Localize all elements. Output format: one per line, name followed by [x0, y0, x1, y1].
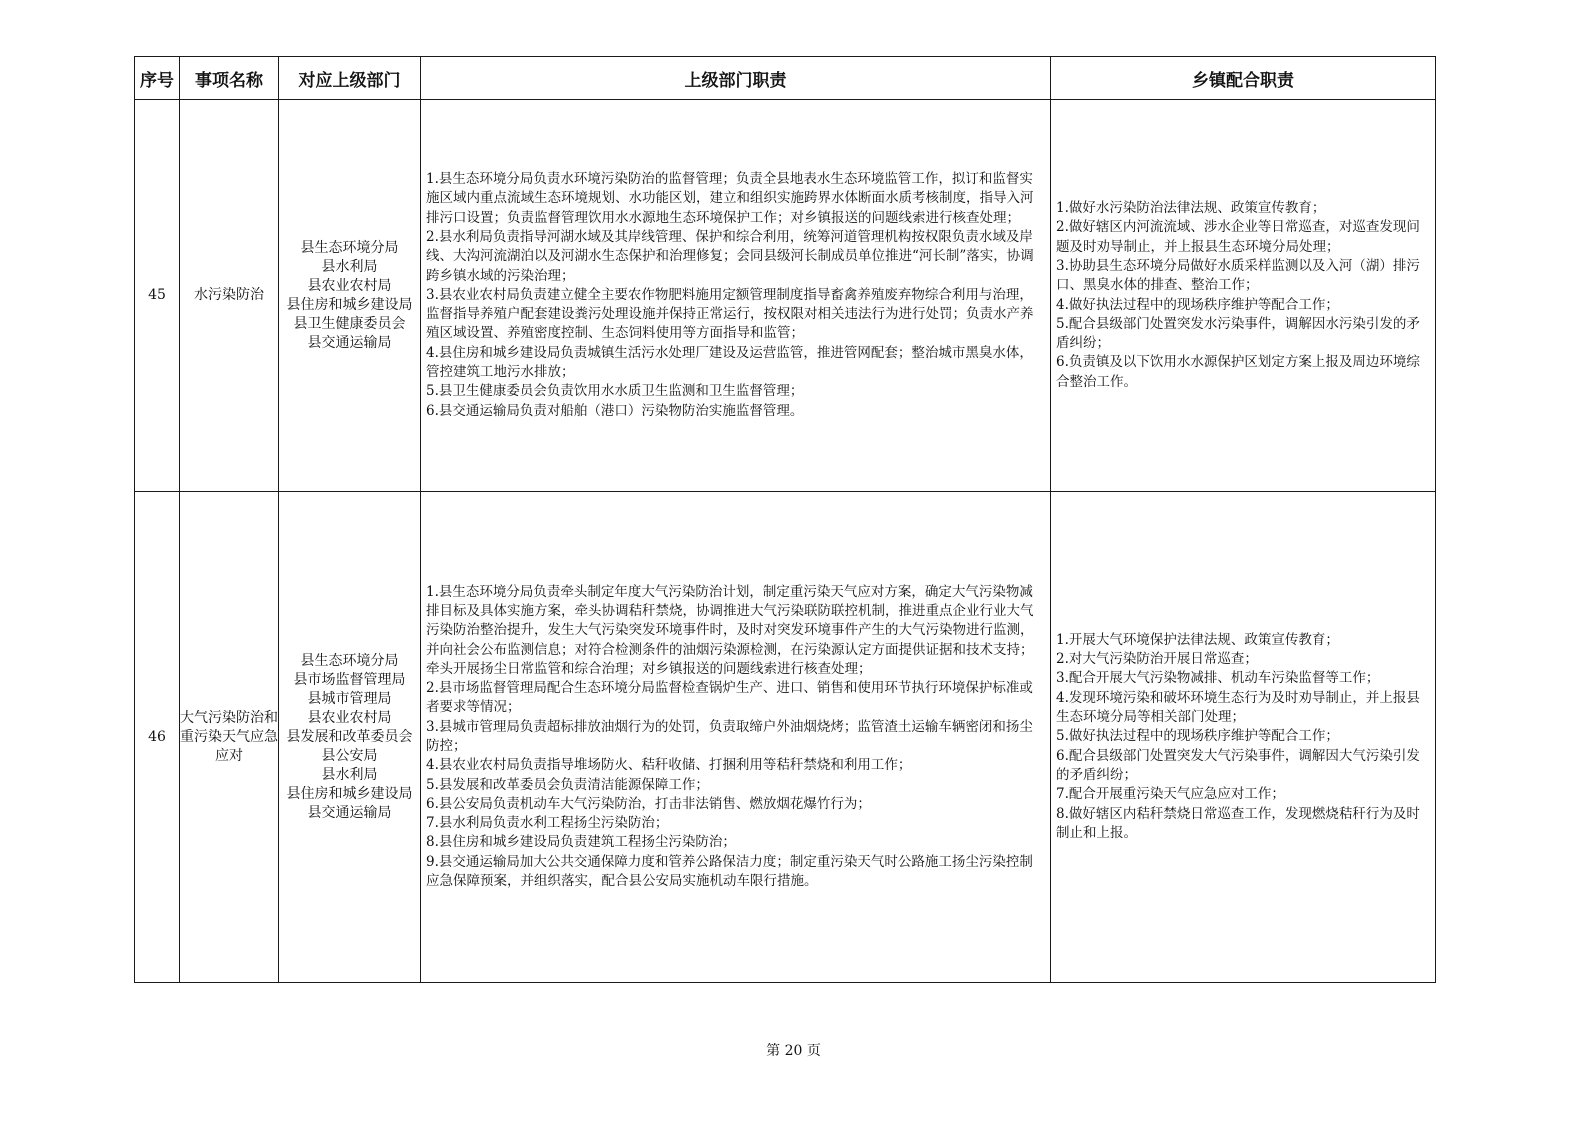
- department-item: 县生态环境分局: [300, 652, 399, 669]
- table-row: [135, 100, 1436, 492]
- township-duty-item: 3.协助县生态环境分局做好水质采样监测以及入河（湖）排污口、黑臭水体的排查、整治工作；: [1056, 257, 1420, 294]
- department-item: 县公安局: [321, 747, 378, 764]
- row-superior-duties: [421, 492, 1051, 983]
- superior-duty-item: 6.县交通运输局负责对船舶（港口）污染物防治实施监督管理。: [426, 402, 804, 419]
- department-item: 县城市管理局: [307, 690, 392, 707]
- department-item: 县农业农村局: [307, 277, 392, 294]
- row-item-name: 大气污染防治和重污染天气应急应对: [180, 492, 279, 983]
- township-duty-item: 1.做好水污染防治法律法规、政策宣传教育；: [1056, 200, 1326, 217]
- township-duty-item: 4.做好执法过程中的现场秩序维护等配合工作；: [1056, 296, 1339, 313]
- township-duty-item: 5.做好执法过程中的现场秩序维护等配合工作；: [1056, 728, 1339, 745]
- township-duty-item: 2.做好辖区内河流流域、涉水企业等日常巡查，对巡查发现问题及时劝导制止，并上报县生态环境分局处理；: [1056, 219, 1420, 255]
- superior-duty-item: 3.县农业农村局负责建立健全主要农作物肥料施用定额管理制度指导畜禽养殖废弃物综合利用与治理，监督指导养殖户配套建设粪污处理设施并保持正常运行，按权限对相关违法行为进行处罚；负责水产养殖区域设置、养殖密度控制、生态饲料使用等方面指导和监管；: [426, 286, 1034, 342]
- superior-duty-item: 7.县水利局负责水利工程扬尘污染防治；: [426, 815, 669, 832]
- row-item-name: 水污染防治: [180, 100, 279, 492]
- header-superior-duties: 上级部门职责: [421, 57, 1051, 100]
- township-duty-item: 6.负责镇及以下饮用水水源保护区划定方案上报及周边环境综合整治工作。: [1056, 354, 1420, 390]
- row-superior-duties: [421, 100, 1051, 492]
- township-duty-item: 2.对大气污染防治开展日常巡查；: [1056, 651, 1258, 668]
- superior-duty-item: 9.县交通运输局加大公共交通保障力度和管养公路保洁力度；制定重污染天气时公路施工扬尘污染控制应急保障预案，并组织落实，配合县公安局实施机动车限行措施。: [426, 853, 1033, 890]
- duty-table: [134, 56, 1436, 983]
- department-item: 县住房和城乡建设局: [286, 785, 413, 802]
- page-number: 第 20 页: [766, 1043, 821, 1059]
- department-item: 县卫生健康委员会: [293, 315, 406, 332]
- department-item: 县市场监督管理局: [293, 671, 406, 688]
- row-no: 45: [135, 100, 180, 492]
- table-header-row: [135, 57, 1436, 100]
- row-township-duties: [1051, 492, 1436, 983]
- row-township-duties: [1051, 100, 1436, 492]
- header-township-duties: 乡镇配合职责: [1051, 57, 1436, 100]
- department-item: 县住房和城乡建设局: [286, 296, 413, 313]
- department-item: 县生态环境分局: [300, 239, 399, 256]
- row-departments: [279, 492, 421, 983]
- superior-duty-item: 4.县住房和城乡建设局负责城镇生活污水处理厂建设及运营监管，推进管网配套；整治城市黑臭水体，管控建筑工地污水排放；: [426, 344, 1033, 381]
- township-duty-item: 3.配合开展大气污染物减排、机动车污染监督等工作；: [1056, 670, 1380, 687]
- township-duty-item: 6.配合县级部门处置突发大气污染事件，调解因大气污染引发的矛盾纠纷；: [1056, 747, 1420, 783]
- superior-duty-item: 1.县生态环境分局负责牵头制定年度大气污染防治计划，制定重污染天气应对方案，确定大气污染物减排目标及具体实施方案，牵头协调秸秆禁烧，协调推进大气污染联防联控机制，推进重点企业行业大气污染防治整治提升，发生大气污染突发环境事件时，及时对突发环境事件产生的大气污染物进行监测，并向社会公布监测信息；对符合检测条件的油烟污染源检测，在污染源认定方面提供证据和技术支持；牵头开展扬尘日常监管和综合治理；对乡镇报送的问题线索进行核查处理；: [426, 583, 1034, 677]
- department-item: 县交通运输局: [307, 804, 392, 821]
- header-departments: 对应上级部门: [279, 57, 421, 100]
- superior-duty-item: 5.县发展和改革委员会负责清洁能源保障工作；: [426, 776, 709, 793]
- row-no: 46: [135, 492, 180, 983]
- township-duty-item: 7.配合开展重污染天气应急应对工作；: [1056, 786, 1285, 803]
- superior-duty-item: 1.县生态环境分局负责水环境污染防治的监督管理；负责全县地表水生态环境监管工作，拟订和监督实施区域内重点流域生态环境规划、水功能区划，建立和组织实施跨界水体断面水质考核制度，指导入河排污口设置；负责监督管理饮用水水源地生态环境保护工作；对乡镇报送的问题线索进行核查处理；: [426, 171, 1034, 226]
- township-duty-item: 8.做好辖区内秸秆禁烧日常巡查工作，发现燃烧秸秆行为及时制止和上报。: [1056, 805, 1420, 841]
- superior-duty-item: 6.县公安局负责机动车大气污染防治，打击非法销售、燃放烟花爆竹行为；: [426, 795, 871, 812]
- superior-duty-item: 2.县水利局负责指导河湖水域及其岸线管理、保护和综合利用，统筹河道管理机构按权限负责水域及岸线、大沟河流湖泊以及河湖水生态保护和治理修复；会同县级河长制成员单位推进“河长制”落实，协调跨乡镇水域的污染治理；: [426, 228, 1034, 284]
- superior-duty-item: 3.县城市管理局负责超标排放油烟行为的处罚，负责取缔户外油烟烧烤；监管渣土运输车辆密闭和扬尘防控；: [426, 718, 1033, 754]
- township-duty-item: 1.开展大气环境保护法律法规、政策宣传教育；: [1056, 631, 1339, 648]
- township-duty-item: 4.发现环境污染和破坏环境生态行为及时劝导制止，并上报县生态环境分局等相关部门处理；: [1056, 689, 1420, 726]
- superior-duty-item: 4.县农业农村局负责指导堆场防火、秸秆收储、打捆利用等秸秆禁烧和利用工作；: [426, 757, 912, 774]
- department-item: 县发展和改革委员会: [286, 728, 413, 745]
- header-no: 序号: [135, 57, 180, 100]
- superior-duty-item: 2.县市场监督管理局配合生态环境分局监督检查锅炉生产、进口、销售和使用环节执行环境保护标准或者要求等情况；: [426, 680, 1033, 716]
- row-departments: [279, 100, 421, 492]
- township-duty-item: 5.配合县级部门处置突发水污染事件，调解因水污染引发的矛盾纠纷；: [1056, 315, 1420, 352]
- table-row: [135, 492, 1436, 983]
- superior-duty-item: 5.县卫生健康委员会负责饮用水水质卫生监测和卫生监督管理；: [426, 383, 804, 400]
- department-item: 县交通运输局: [307, 334, 392, 351]
- department-item: 县农业农村局: [307, 709, 392, 726]
- department-item: 县水利局: [321, 766, 378, 783]
- department-item: 县水利局: [321, 258, 378, 275]
- superior-duty-item: 8.县住房和城乡建设局负责建筑工程扬尘污染防治；: [426, 834, 736, 851]
- header-item-name: 事项名称: [180, 57, 279, 100]
